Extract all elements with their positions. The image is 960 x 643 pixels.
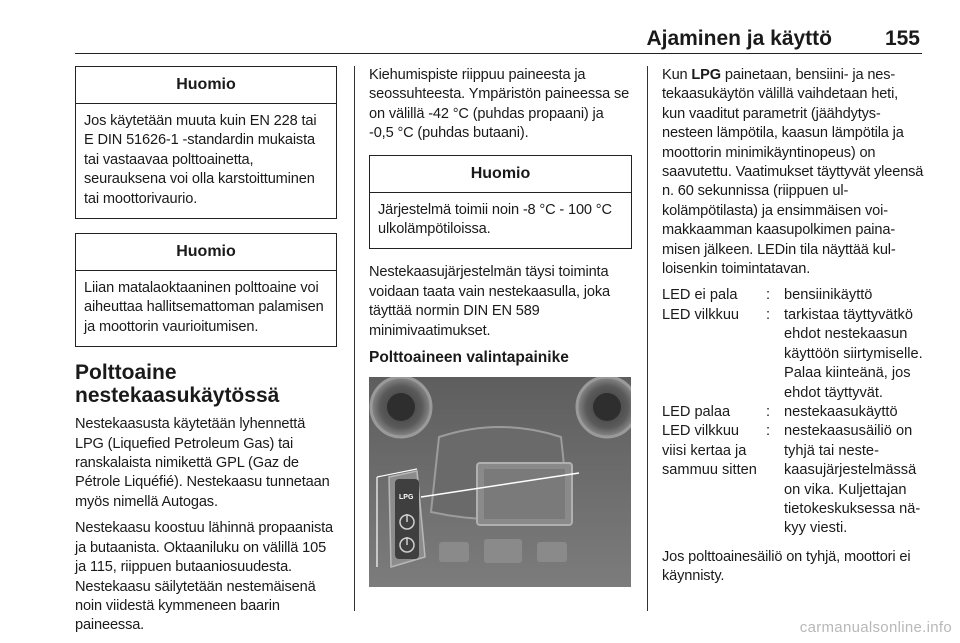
table-row bbox=[662, 403, 924, 422]
column-divider-2 bbox=[647, 66, 648, 611]
note-box-temperature bbox=[369, 155, 632, 250]
intro-pre: Kun bbox=[662, 67, 692, 83]
climate-knob bbox=[439, 542, 469, 562]
led-state: LED palaa bbox=[662, 403, 731, 420]
note-title: Huomio bbox=[370, 156, 631, 193]
separator: : bbox=[766, 423, 771, 440]
section-heading-lpg-fuel: Polttoaine nestekaasukäytössä bbox=[75, 361, 280, 408]
lpg-button-label: LPG bbox=[399, 494, 414, 502]
column-3 bbox=[662, 66, 924, 594]
paragraph: Nestekaasu koostuu lähinnä propaanista ja butaanista. Oktaaniluku on välillä 105 ja 115, riippuen butaaniosuudesta. Nestekaasu säilytetään nestemäisenä noin viidestä kymmeneen baarin paineessa. bbox=[75, 520, 333, 634]
paragraph: Jos polttoainesäiliö on tyhjä, moottori ei käynnisty. bbox=[662, 548, 911, 585]
separator: : bbox=[766, 306, 771, 323]
led-state: LED ei pala bbox=[662, 287, 738, 304]
dashboard-illustration-svg bbox=[369, 377, 631, 587]
section-heading-fuel-selector: Polttoaineen valintapainike bbox=[369, 349, 569, 367]
note-body: Liian matalaoktaaninen polttoaine voi aiheuttaa hallitsemattoman palamisen ja moottorin vaurioitumisen. bbox=[84, 280, 324, 335]
note-box-fuel-standard bbox=[75, 66, 337, 219]
paragraph: Nestekaasujärjestelmän täysi toiminta voidaan taata vain nestekaasulla, joka täyttää normin DIN EN 589 minimivaatimukset. bbox=[369, 264, 610, 339]
note-title: Huomio bbox=[76, 67, 336, 104]
column-2 bbox=[369, 66, 632, 587]
climate-knob bbox=[537, 542, 567, 562]
led-status-table bbox=[662, 286, 924, 538]
led-meaning: nestekaasusäiliö on tyhjä tai nestekaasujärjestelmässä on vika. Kuljettajan tietokeskuksessa näkyy viesti. bbox=[784, 423, 921, 537]
intro-text: painetaan, bensiini- ja nestekaasukäytön välillä vaihdetaan heti, kun vaaditut parametrit (jäähdytysnesteen lämpötila, kaasun lämpötila ja moottorin minimikäyntinopeus) on saavutettu. Vaatimukset täyttyvät yleensä n. 60 sekunnissa (riippuen ulkolämpötilasta) ja ensimmäisen voimakkaamman kaasupolkimen painamisen jälkeen. LEDin tila näyttää kulloisenkin toimintatavan. bbox=[662, 67, 924, 278]
header-rule bbox=[75, 53, 922, 54]
column-1 bbox=[75, 66, 337, 643]
note-body: Järjestelmä toimii noin -8 °C - 100 °C ulkolämpötiloissa. bbox=[378, 201, 612, 238]
table-row bbox=[662, 286, 924, 305]
note-box-octane bbox=[75, 233, 337, 347]
dashboard-illustration bbox=[369, 377, 631, 587]
led-state: LED vilkkuu viisi kertaa ja sammuu sitten bbox=[662, 423, 757, 479]
paragraph: Nestekaasusta käytetään lyhennettä LPG (Liquefied Petroleum Gas) tai ranskalaista nimikettä GPL (Gaz de Pétrole Liquéfié). Nestekaasu tunnetaan myös nimellä Autogas. bbox=[75, 416, 330, 510]
page-number: 155 bbox=[884, 27, 920, 50]
lpg-keyword: LPG bbox=[691, 67, 721, 83]
right-air-vent-center bbox=[593, 393, 621, 421]
page-header bbox=[75, 22, 922, 54]
note-body: Jos käytetään muuta kuin EN 228 tai E DIN 51626-1 -standardin mukaista tai vastaavaa polttoainetta, seurauksena voi olla karstoittuminen tai moottorivaurio. bbox=[84, 113, 317, 207]
paragraph: Kiehumispiste riippuu paineesta ja seossuhteesta. Ympäristön paineessa se on välillä -42 °C (puhdas propaani) ja -0,5 °C (puhdas butaani). bbox=[369, 67, 630, 142]
led-meaning: bensiinikäyttö bbox=[784, 287, 873, 304]
climate-knob bbox=[484, 539, 522, 563]
table-row bbox=[662, 422, 924, 538]
led-meaning: tarkistaa täyttyvätkö ehdot nestekaasun käyttöön siirtymiselle. Palaa kiinteänä, jos ehdot täyttyvät. bbox=[784, 306, 923, 401]
table-row bbox=[662, 306, 924, 403]
watermark: carmanualsonline.info bbox=[799, 619, 952, 636]
led-state: LED vilkkuu bbox=[662, 306, 740, 323]
note-title: Huomio bbox=[76, 234, 336, 271]
column-divider-1 bbox=[354, 66, 355, 611]
separator: : bbox=[766, 403, 771, 420]
header-title: Ajaminen ja käyttö bbox=[646, 27, 832, 50]
paragraph bbox=[662, 66, 924, 279]
separator: : bbox=[766, 287, 771, 304]
left-air-vent-center bbox=[387, 393, 415, 421]
led-meaning: nestekaasukäyttö bbox=[784, 403, 898, 420]
